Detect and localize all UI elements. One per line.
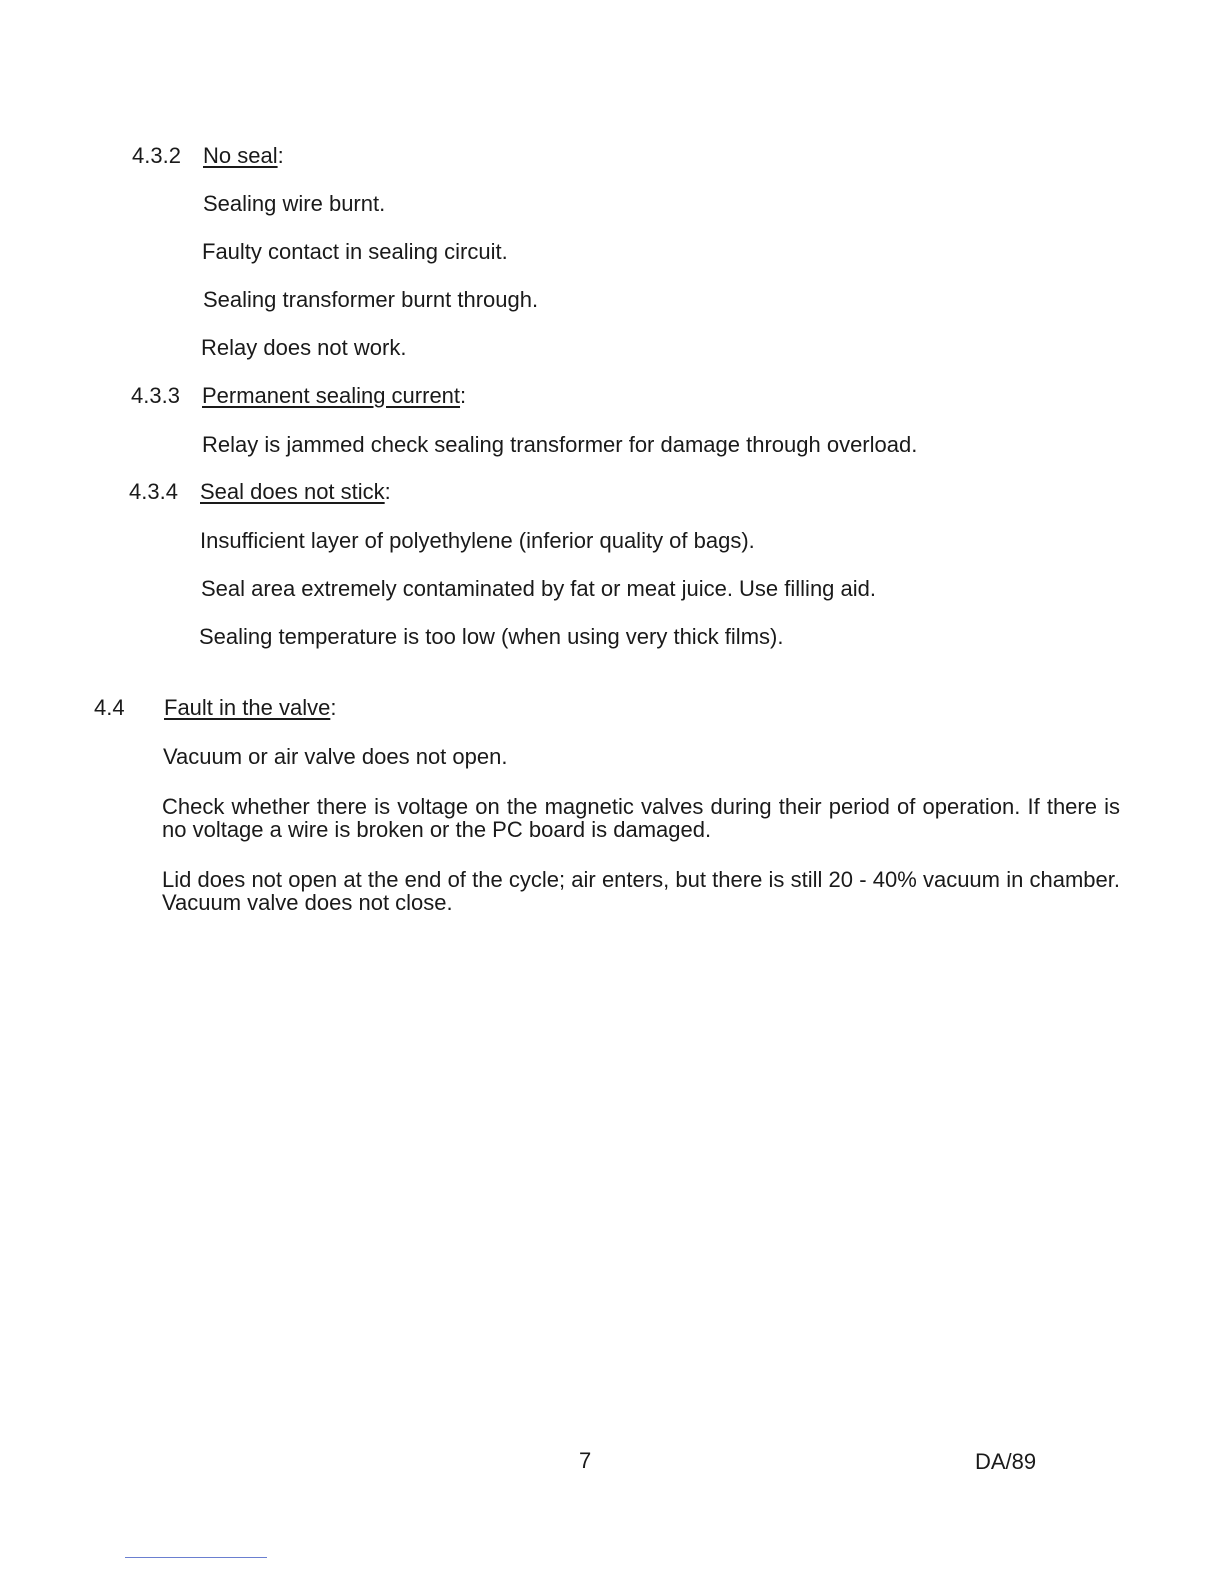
paragraph-check-voltage: Check whether there is voltage on the magnetic valves during their period of operation. If there is no voltage a wire is broken or the PC board is damaged. <box>162 794 1120 842</box>
list-item: Sealing wire burnt. <box>203 191 386 216</box>
list-item: Vacuum or air valve does not open. <box>163 744 508 769</box>
list-item: Insufficient layer of polyethylene (inferior quality of bags). <box>200 528 755 553</box>
list-item: Relay does not work. <box>201 335 407 360</box>
section-number-4-3-3: 4.3.3 <box>131 383 180 408</box>
section-title: Permanent sealing current <box>202 383 461 408</box>
section-title: Seal does not stick <box>200 479 385 504</box>
section-title: Fault in the valve <box>164 695 331 720</box>
section-heading-seal-does-not-stick: Seal does not stick: <box>200 479 391 504</box>
list-item: Sealing temperature is too low (when using very thick films). <box>199 624 784 649</box>
section-heading-no-seal: No seal: <box>203 143 284 168</box>
list-item: Seal area extremely contaminated by fat or meat juice. Use filling aid. <box>201 576 876 601</box>
list-item: Sealing transformer burnt through. <box>203 287 539 312</box>
section-heading-fault-in-the-valve: Fault in the valve: <box>164 695 337 720</box>
page-number: 7 <box>579 1448 592 1473</box>
section-heading-permanent-sealing-current: Permanent sealing current: <box>202 383 467 408</box>
list-item: Relay is jammed check sealing transformer for damage through overload. <box>202 432 918 457</box>
section-number-4-4: 4.4 <box>94 695 125 720</box>
document-code: DA/89 <box>975 1449 1037 1474</box>
paragraph-lid-does-not-open: Lid does not open at the end of the cycle; air enters, but there is still 20 - 40% vacuum in chamber. Vacuum valve does not close. <box>162 867 1120 915</box>
list-item: Faulty contact in sealing circuit. <box>202 239 508 264</box>
footer-divider <box>125 1557 267 1558</box>
section-number-4-3-2: 4.3.2 <box>132 143 181 168</box>
section-number-4-3-4: 4.3.4 <box>129 479 178 504</box>
section-title: No seal <box>203 143 278 168</box>
